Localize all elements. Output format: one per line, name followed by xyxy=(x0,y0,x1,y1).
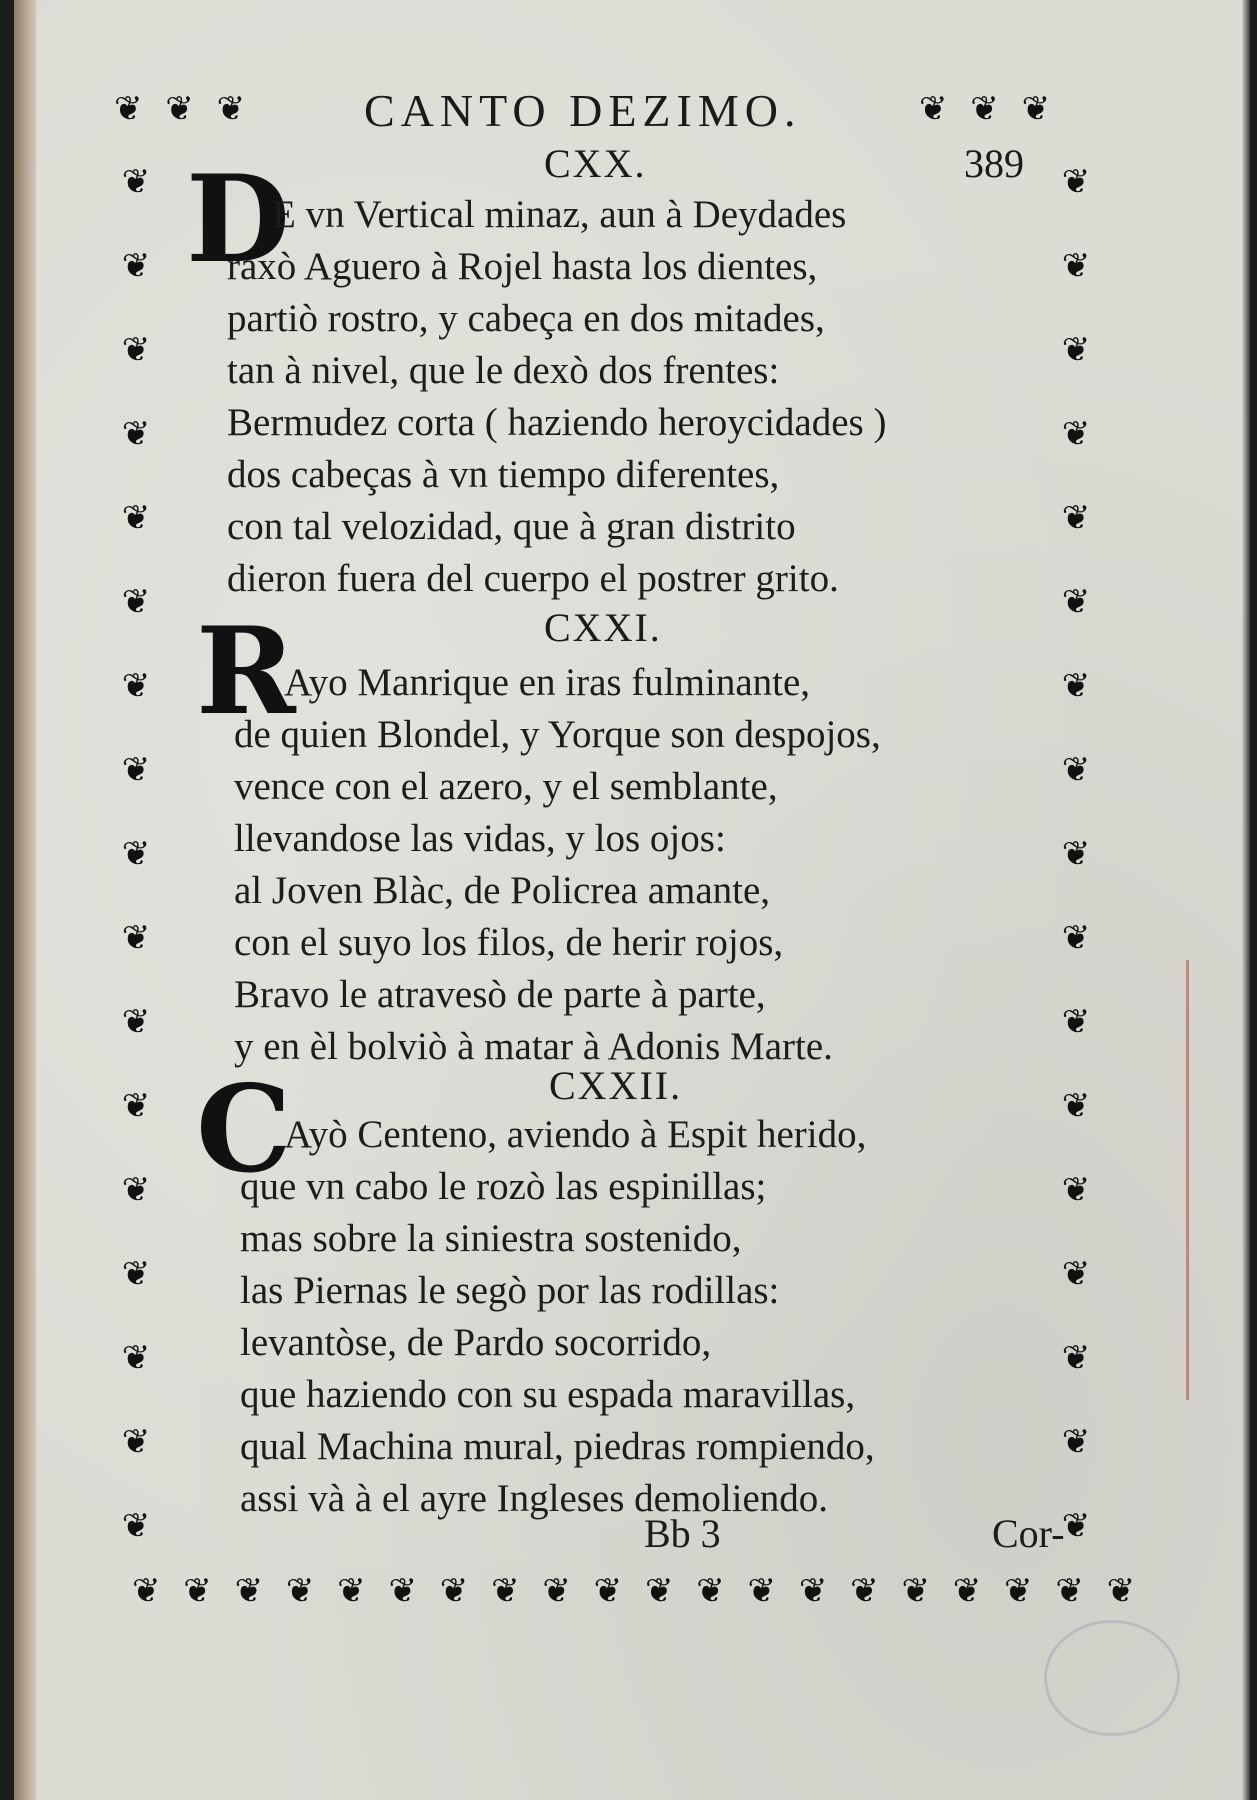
verse-line: llevandose las vidas, y los ojos: xyxy=(234,817,726,860)
verse-line: Ayo Manrique en iras fulminante, xyxy=(284,661,811,704)
fleuron-icon: ❦ xyxy=(1061,582,1091,622)
fleuron-icon: ❦ xyxy=(121,1422,151,1462)
fleuron-icon: ❦ xyxy=(121,1254,151,1294)
fleuron-icon: ❦ xyxy=(121,1086,151,1126)
verse-line: Ayò Centeno, aviendo à Espit herido, xyxy=(284,1113,867,1156)
fleuron-icon: ❦ xyxy=(121,834,151,874)
border-top-right-ornament: ❦ ❦ ❦ xyxy=(919,89,1057,129)
fleuron-icon: ❦ xyxy=(1061,498,1091,538)
fleuron-icon: ❦ xyxy=(1061,1338,1091,1378)
verse-line: E vn Vertical minaz, aun à Deydades xyxy=(272,193,847,236)
dropcap: C xyxy=(196,1059,292,1200)
verse-line: partiò rostro, y cabeça en dos mitades, xyxy=(227,297,825,340)
fleuron-icon: ❦ xyxy=(121,414,151,454)
border-left-ornament xyxy=(114,140,158,1568)
fleuron-icon: ❦ xyxy=(121,918,151,958)
verse-line: dos cabeças à vn tiempo diferentes, xyxy=(227,453,780,496)
fleuron-icon: ❦ xyxy=(121,330,151,370)
verse-line: tan à nivel, que le dexò dos frentes: xyxy=(227,349,780,392)
fleuron-icon: ❦ xyxy=(1061,1086,1091,1126)
library-stamp xyxy=(1044,1620,1180,1736)
fleuron-icon: ❦ xyxy=(1061,666,1091,706)
signature-mark: Bb 3 xyxy=(644,1511,721,1556)
stanza-number: CXX. xyxy=(544,141,647,186)
fleuron-icon: ❦ xyxy=(1061,1506,1091,1546)
fleuron-icon: ❦ xyxy=(1061,1170,1091,1210)
fleuron-icon: ❦ xyxy=(1061,414,1091,454)
page-edge xyxy=(1242,0,1250,1800)
running-head: CANTO DEZIMO. xyxy=(364,85,802,136)
verse-line: al Joven Blàc, de Policrea amante, xyxy=(234,869,771,912)
verse-line: y en èl bolviò à matar à Adonis Marte. xyxy=(234,1025,833,1068)
fleuron-icon: ❦ xyxy=(1061,246,1091,286)
fleuron-icon: ❦ xyxy=(1061,834,1091,874)
fleuron-icon: ❦ xyxy=(1061,918,1091,958)
verse-line: Bravo le atravesò de parte à parte, xyxy=(234,973,766,1016)
verse-line: mas sobre la siniestra sostenido, xyxy=(240,1217,742,1260)
fleuron-icon: ❦ xyxy=(1061,1002,1091,1042)
verse-line: con el suyo los filos, de herir rojos, xyxy=(234,921,784,964)
fleuron-icon: ❦ xyxy=(1061,162,1091,202)
verse-line: de quien Blondel, y Yorque son despojos, xyxy=(234,713,881,756)
verse-line: que vn cabo le rozò las espinillas; xyxy=(240,1165,767,1208)
fleuron-icon: ❦ xyxy=(121,666,151,706)
fleuron-icon: ❦ xyxy=(121,162,151,202)
verse-line: qual Machina mural, piedras rompiendo, xyxy=(240,1425,875,1468)
border-top-left-ornament: ❦ ❦ ❦ xyxy=(114,89,252,129)
verse-line: Bermudez corta ( haziendo heroycidades ) xyxy=(227,401,887,444)
fleuron-icon: ❦ xyxy=(121,1338,151,1378)
fleuron-icon: ❦ xyxy=(121,750,151,790)
verse-line: levantòse, de Pardo socorrido, xyxy=(240,1321,712,1364)
fleuron-icon: ❦ xyxy=(121,1002,151,1042)
verse-line: las Piernas le segò por las rodillas: xyxy=(240,1269,780,1312)
red-edge-mark xyxy=(1186,960,1189,1400)
verse-line: dieron fuera del cuerpo el postrer grito. xyxy=(227,557,839,600)
catchword: Cor- xyxy=(992,1511,1065,1556)
fleuron-icon: ❦ xyxy=(1061,1254,1091,1294)
verse-line: con tal velozidad, que à gran distrito xyxy=(227,505,796,548)
fleuron-icon: ❦ xyxy=(121,1170,151,1210)
dropcap: R xyxy=(196,601,296,742)
border-bottom-ornament: ❦ ❦ ❦ ❦ ❦ ❦ ❦ ❦ ❦ ❦ ❦ ❦ ❦ ❦ ❦ ❦ ❦ ❦ ❦ ❦ xyxy=(132,1571,1142,1611)
fleuron-icon: ❦ xyxy=(121,582,151,622)
fleuron-icon: ❦ xyxy=(1061,330,1091,370)
fleuron-icon: ❦ xyxy=(1061,750,1091,790)
verse-line: assi và à el ayre Ingleses demoliendo. xyxy=(240,1477,829,1520)
dropcap: D xyxy=(186,149,291,290)
stanza-number: CXXI. xyxy=(544,605,662,650)
verse-line: vence con el azero, y el semblante, xyxy=(234,765,778,808)
verse-line: raxò Aguero à Rojel hasta los dientes, xyxy=(227,245,818,288)
fleuron-icon: ❦ xyxy=(121,246,151,286)
fleuron-icon: ❦ xyxy=(1061,1422,1091,1462)
fleuron-icon: ❦ xyxy=(121,498,151,538)
page-number: 389 xyxy=(964,141,1024,186)
verse-line: que haziendo con su espada maravillas, xyxy=(240,1373,856,1416)
stanza-number: CXXII. xyxy=(549,1063,683,1108)
border-right-ornament xyxy=(1054,140,1098,1568)
binding-edge xyxy=(14,0,36,1800)
fleuron-icon: ❦ xyxy=(121,1506,151,1546)
book-page xyxy=(14,0,1250,1800)
